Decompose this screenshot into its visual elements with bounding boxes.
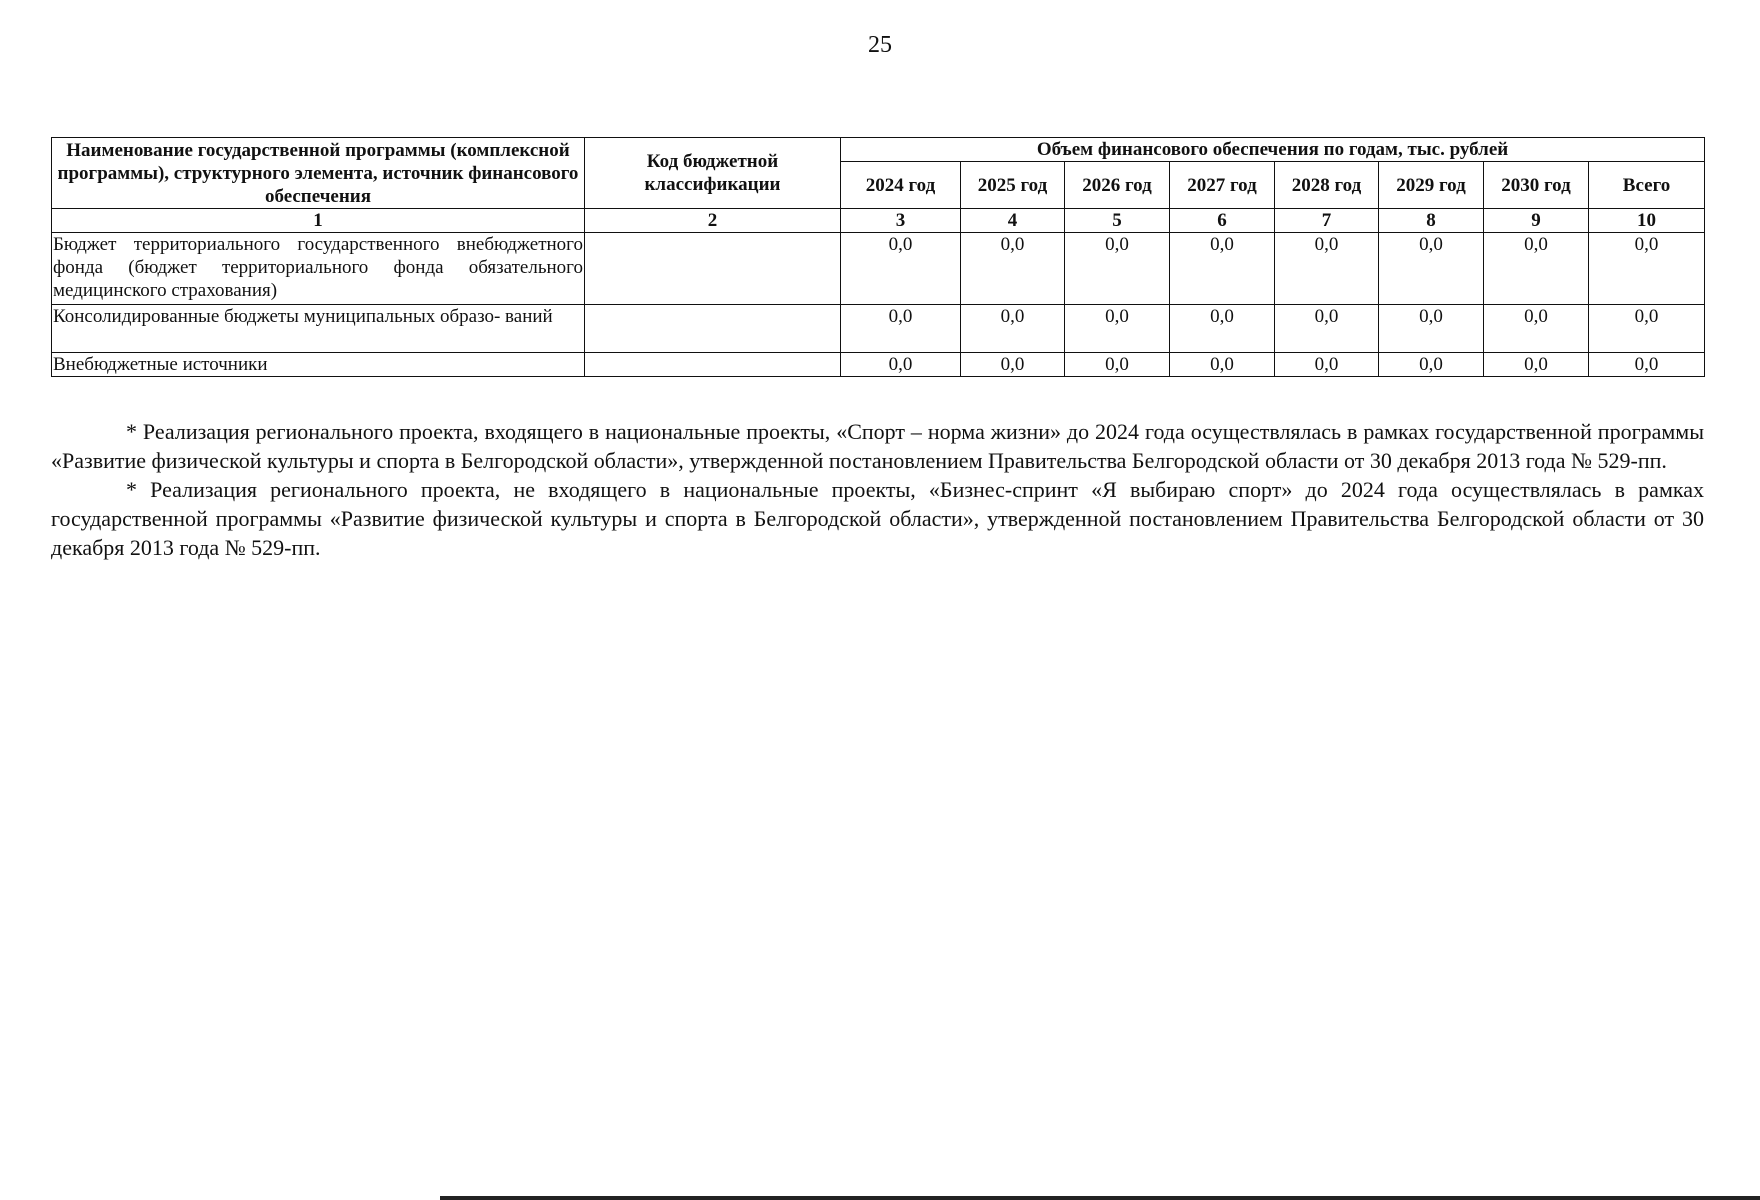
page-number: 25	[868, 32, 892, 58]
year-header: 2027 год	[1170, 162, 1275, 209]
total-cell: 0,0	[1589, 305, 1705, 353]
column-number: 9	[1484, 209, 1589, 233]
footnotes	[51, 417, 1704, 562]
value-cell: 0,0	[1065, 305, 1170, 353]
column-number: 5	[1065, 209, 1170, 233]
column-number: 10	[1589, 209, 1705, 233]
budget-code-cell	[585, 233, 841, 305]
year-header: 2029 год	[1379, 162, 1484, 209]
year-header: 2028 год	[1275, 162, 1379, 209]
year-header: 2024 год	[841, 162, 961, 209]
total-header: Всего	[1589, 162, 1705, 209]
source-name-cell: Внебюджетные источники	[52, 353, 585, 377]
value-cell: 0,0	[1275, 305, 1379, 353]
column-number: 3	[841, 209, 961, 233]
value-cell: 0,0	[841, 233, 961, 305]
value-cell: 0,0	[961, 305, 1065, 353]
value-cell: 0,0	[1275, 353, 1379, 377]
value-cell: 0,0	[961, 233, 1065, 305]
header-row-top	[52, 138, 1705, 162]
value-cell: 0,0	[1065, 353, 1170, 377]
name-column-header: Наименование государственной программы (комплексной программы), структурного элемента, источник финансового обеспечения	[52, 138, 585, 209]
column-number: 4	[961, 209, 1065, 233]
budget-code-cell	[585, 305, 841, 353]
page-bottom-rule	[440, 1196, 1760, 1200]
value-cell: 0,0	[841, 353, 961, 377]
value-cell: 0,0	[1484, 353, 1589, 377]
column-number: 2	[585, 209, 841, 233]
value-cell: 0,0	[1484, 305, 1589, 353]
value-cell: 0,0	[1275, 233, 1379, 305]
financing-table	[51, 137, 1705, 377]
value-cell: 0,0	[1379, 353, 1484, 377]
year-header: 2025 год	[961, 162, 1065, 209]
table-row	[52, 353, 1705, 377]
value-cell: 0,0	[1379, 233, 1484, 305]
value-cell: 0,0	[1379, 305, 1484, 353]
value-cell: 0,0	[1170, 353, 1275, 377]
column-number: 1	[52, 209, 585, 233]
value-cell: 0,0	[841, 305, 961, 353]
column-number: 7	[1275, 209, 1379, 233]
year-header: 2030 год	[1484, 162, 1589, 209]
value-cell: 0,0	[1170, 305, 1275, 353]
footnote: * Реализация регионального проекта, входящего в национальные проекты, «Спорт – норма жизни» до 2024 года осуществлялась в рамках государственной программы «Развитие физической культуры и спорта в Белгородской области», утвержденной постановлением Правительства Белгородской области от 30 декабря 2013 года № 529-пп.	[51, 419, 1704, 473]
value-cell: 0,0	[961, 353, 1065, 377]
table-row	[52, 305, 1705, 353]
volume-group-header: Объем финансового обеспечения по годам, тыс. рублей	[841, 138, 1705, 162]
source-name-cell: Бюджет территориального государственного внебюджетного фонда (бюджет территориального фонда обязательного медицинского страхования)	[52, 233, 585, 305]
column-number-row	[52, 209, 1705, 233]
value-cell: 0,0	[1065, 233, 1170, 305]
column-number: 6	[1170, 209, 1275, 233]
table-row	[52, 233, 1705, 305]
total-cell: 0,0	[1589, 233, 1705, 305]
source-name-cell: Консолидированные бюджеты муниципальных образо- ваний	[52, 305, 585, 353]
year-header: 2026 год	[1065, 162, 1170, 209]
value-cell: 0,0	[1170, 233, 1275, 305]
column-number: 8	[1379, 209, 1484, 233]
budget-code-cell	[585, 353, 841, 377]
footnote: * Реализация регионального проекта, не входящего в национальные проекты, «Бизнес-спринт «Я выбираю спорт» до 2024 года осуществлялась в рамках государственной программы «Развитие физической культуры и спорта в Белгородской области», утвержденной постановлением Правительства Белгородской области от 30 декабря 2013 года № 529-пп.	[51, 477, 1704, 560]
code-column-header: Код бюджетной классификации	[585, 138, 841, 209]
value-cell: 0,0	[1484, 233, 1589, 305]
total-cell: 0,0	[1589, 353, 1705, 377]
